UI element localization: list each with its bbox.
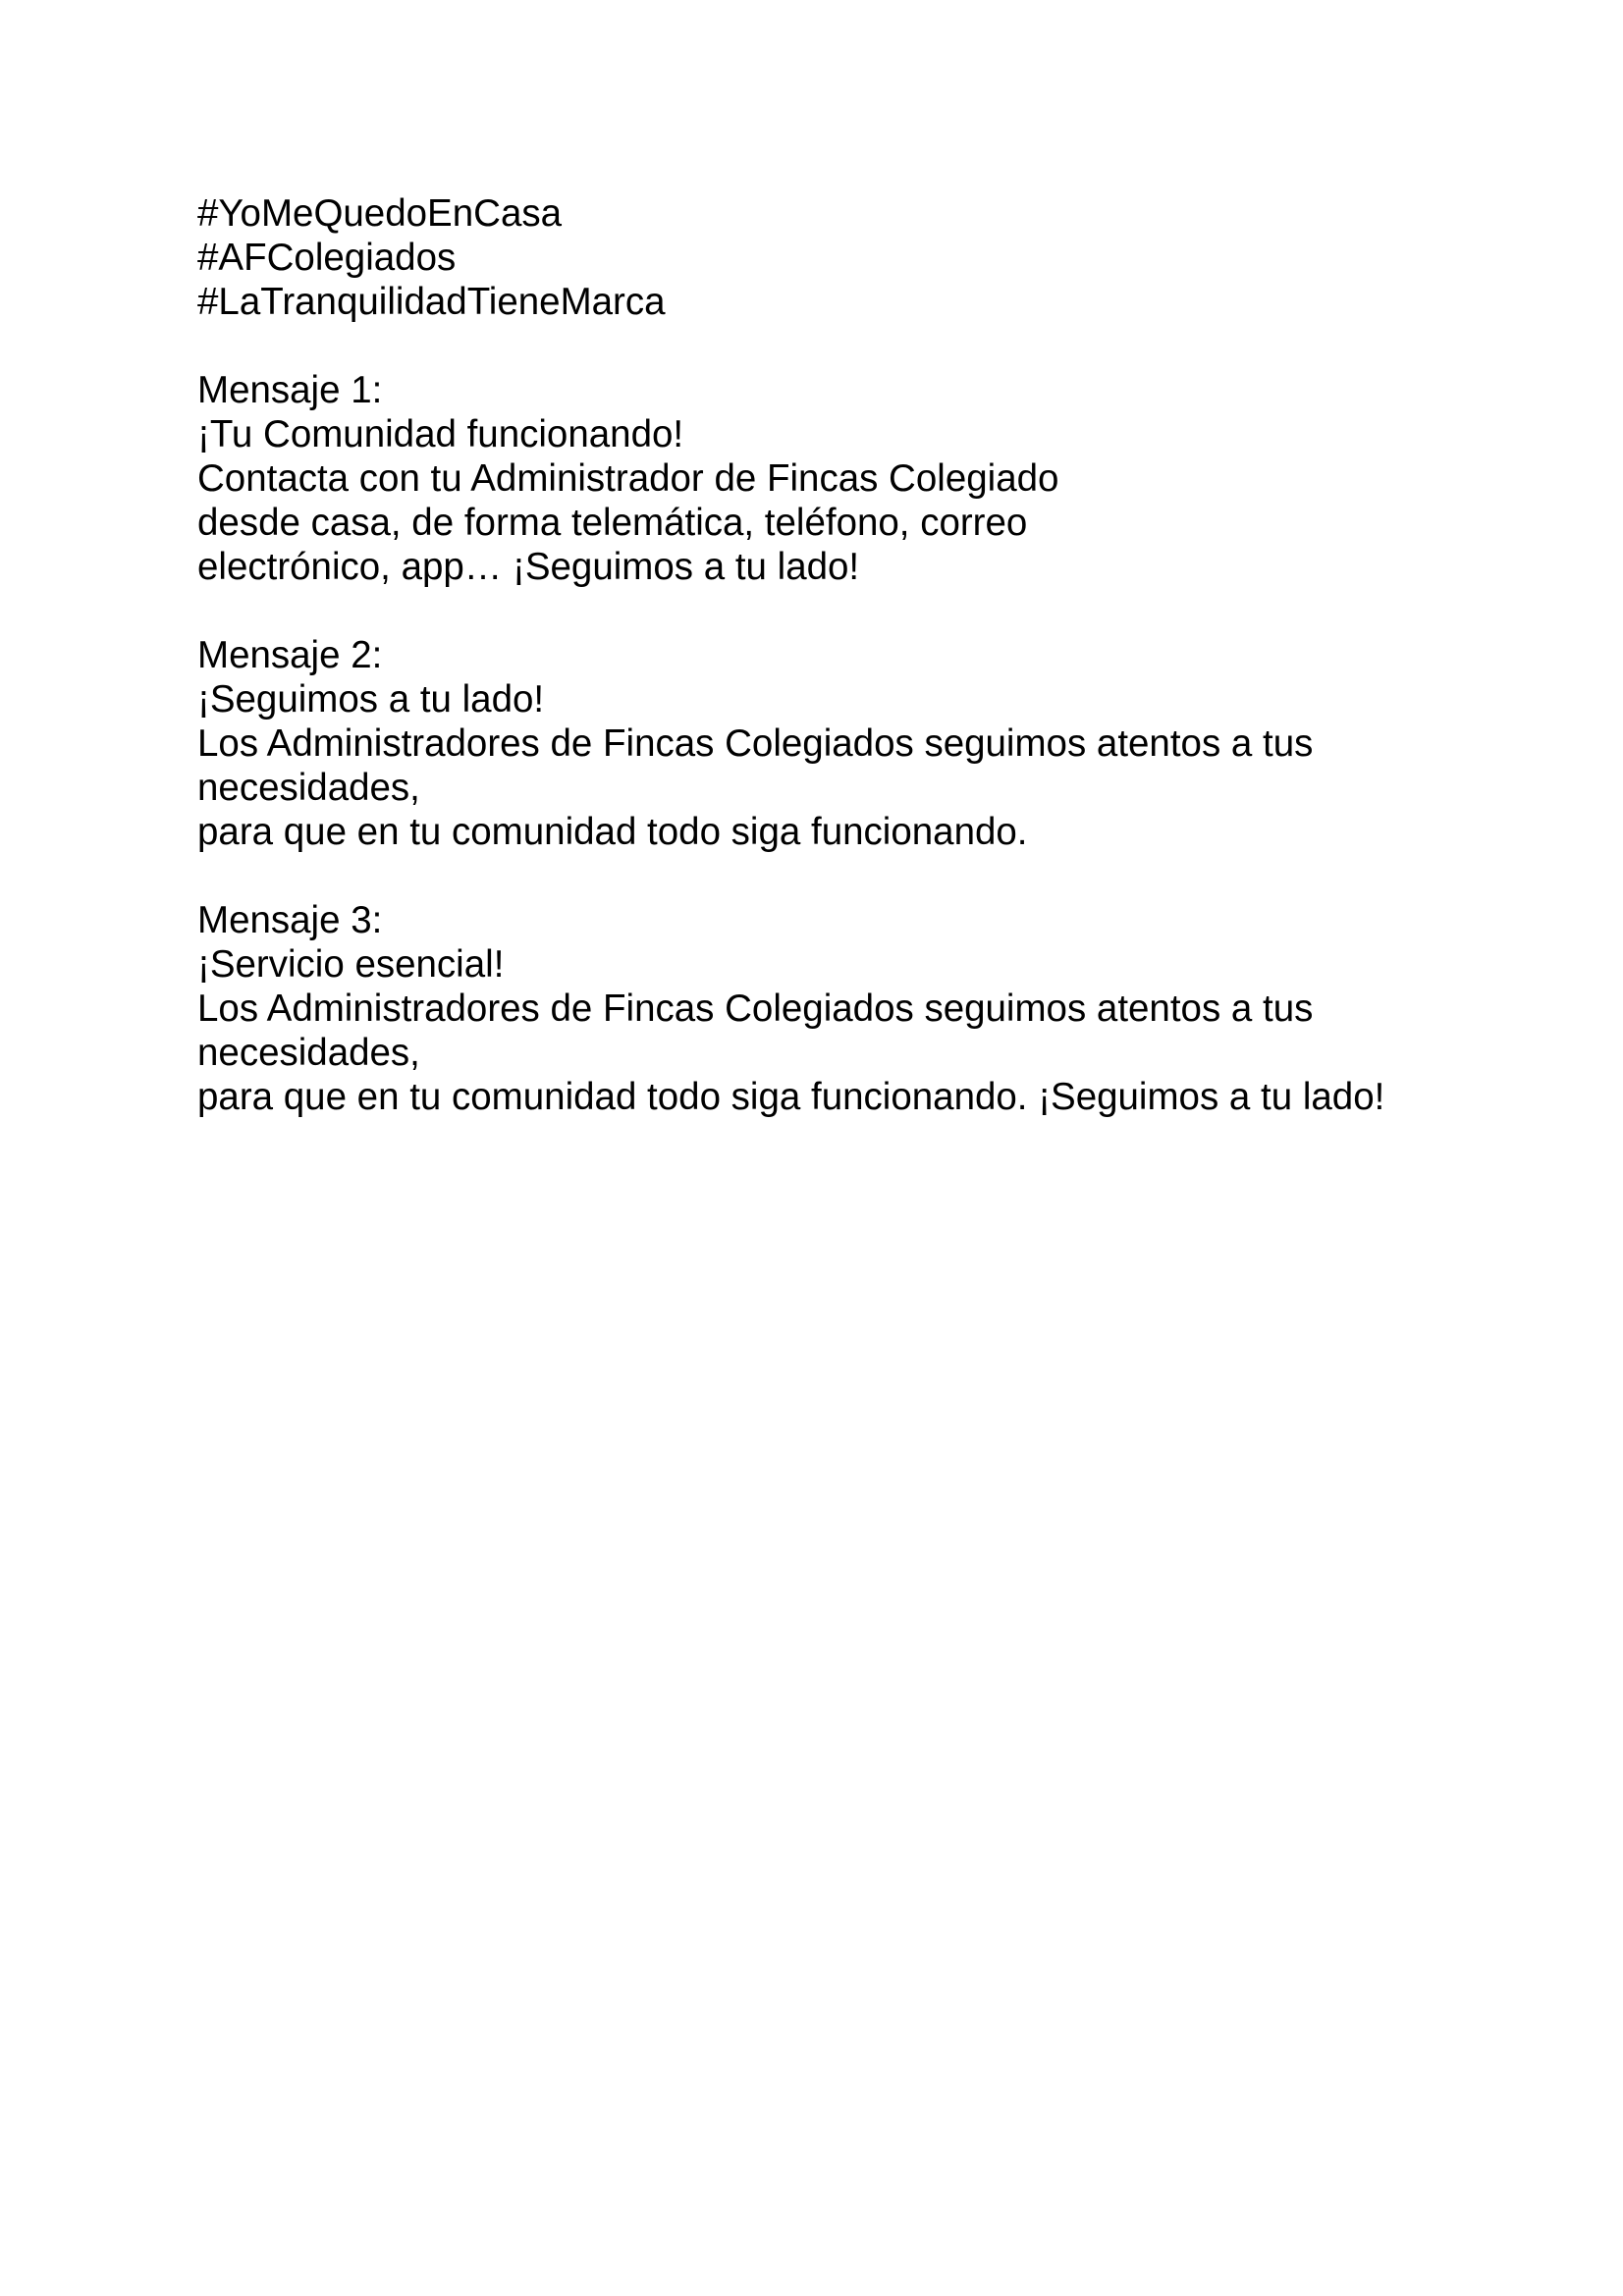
message-line: ¡Servicio esencial! xyxy=(197,943,505,986)
message-line: electrónico, app… ¡Seguimos a tu lado! xyxy=(197,546,860,588)
message-heading: Mensaje 3: xyxy=(197,899,383,941)
hashtag-latranquilidadtienemarca: #LaTranquilidadTieneMarca xyxy=(197,281,666,323)
message-line: Contacta con tu Administrador de Fincas Colegiado xyxy=(197,457,1059,500)
message-line: necesidades, xyxy=(197,767,420,809)
message-heading: Mensaje 1: xyxy=(197,369,383,411)
message-line: desde casa, de forma telemática, teléfono, correo xyxy=(197,502,1028,544)
message-line: necesidades, xyxy=(197,1032,420,1074)
message-line: para que en tu comunidad todo siga funcionando. xyxy=(197,811,1028,853)
message-1 xyxy=(197,368,1474,589)
hashtag-afcolegiados: #AFColegiados xyxy=(197,237,457,279)
message-line: ¡Tu Comunidad funcionando! xyxy=(197,413,684,455)
paragraph-spacer xyxy=(197,589,1474,633)
paragraph-spacer xyxy=(197,854,1474,898)
message-line: ¡Seguimos a tu lado! xyxy=(197,678,545,721)
message-2 xyxy=(197,633,1474,854)
message-heading: Mensaje 2: xyxy=(197,634,383,676)
message-line: Los Administradores de Fincas Colegiados seguimos atentos a tus xyxy=(197,988,1314,1030)
hashtag-list xyxy=(197,191,1474,324)
message-line: Los Administradores de Fincas Colegiados seguimos atentos a tus xyxy=(197,722,1314,765)
message-line: para que en tu comunidad todo siga funcionando. ¡Seguimos a tu lado! xyxy=(197,1076,1385,1118)
message-3 xyxy=(197,898,1474,1119)
paragraph-spacer xyxy=(197,324,1474,368)
hashtag-yomequedoencasa: #YoMeQuedoEnCasa xyxy=(197,192,563,235)
document-body xyxy=(197,191,1474,1119)
